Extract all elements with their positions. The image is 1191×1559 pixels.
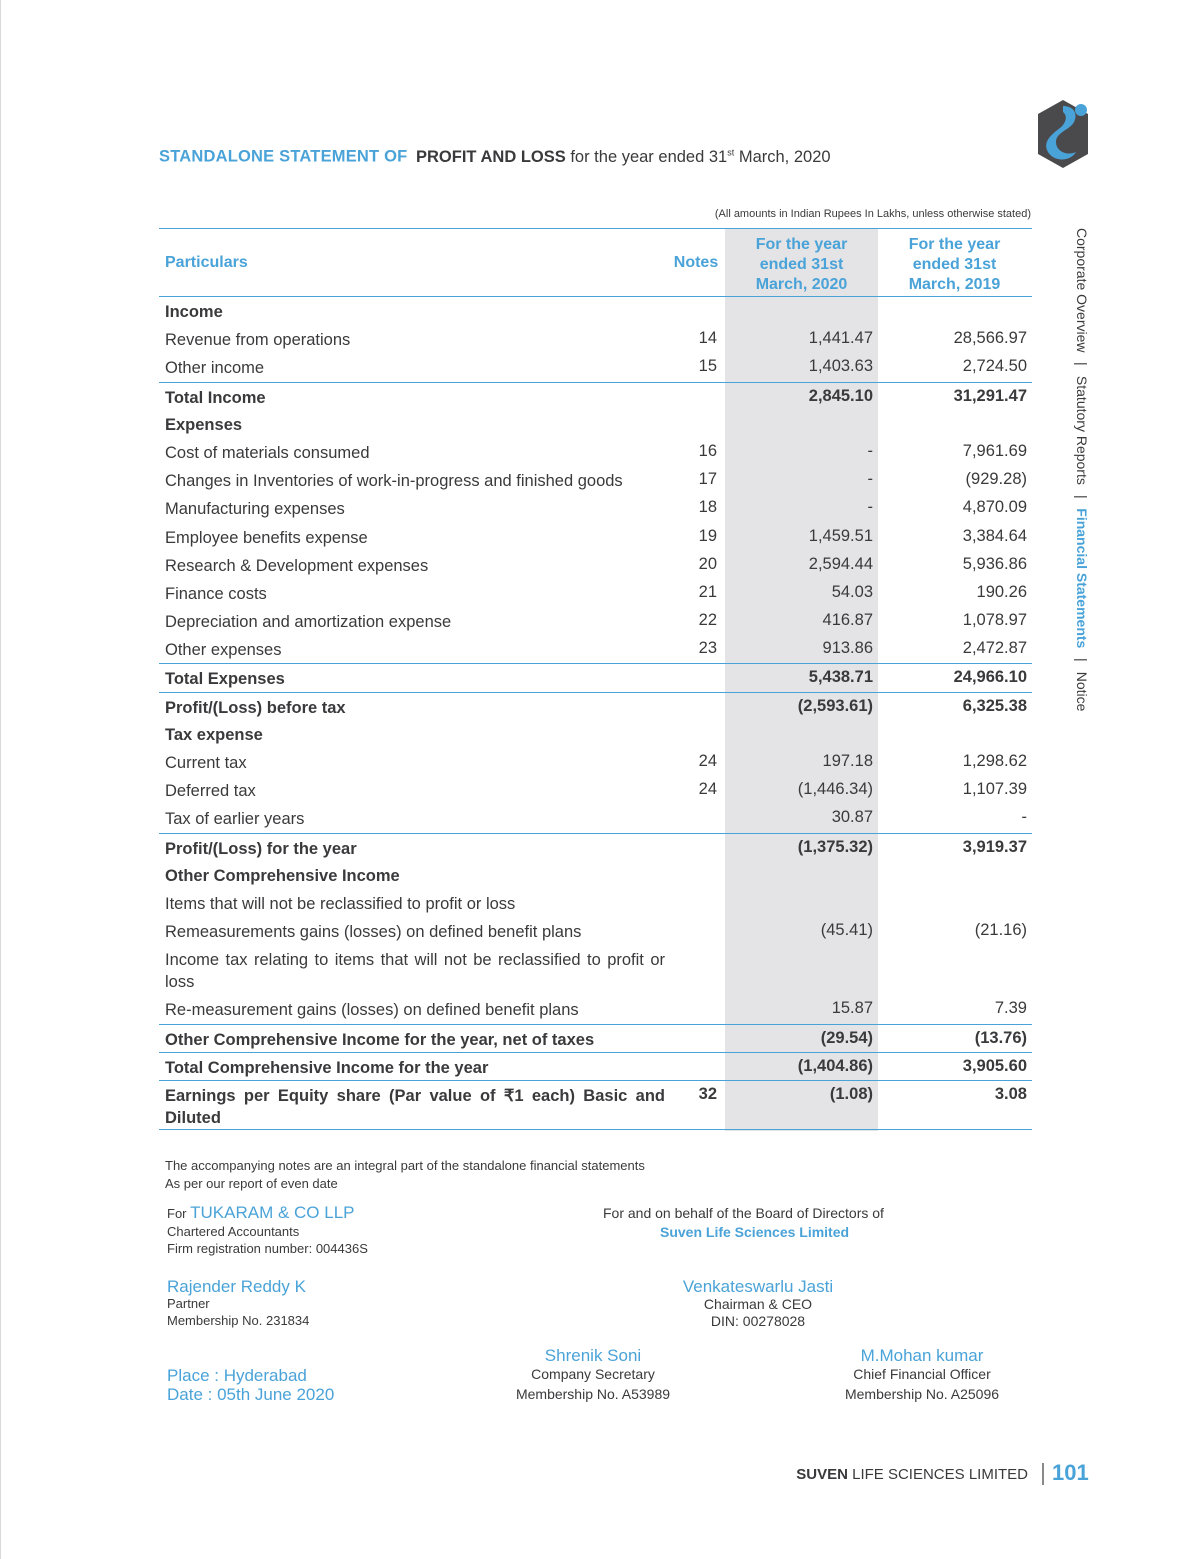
row-value-2019: 28,566.97 xyxy=(953,329,1027,348)
table-row xyxy=(159,861,1032,889)
row-value-2020: 54.03 xyxy=(831,582,873,601)
page-number-divider xyxy=(1042,1463,1044,1485)
cs-name: Shrenik Soni xyxy=(544,1346,642,1365)
row-value-2019: (21.16) xyxy=(974,921,1027,940)
amounts-note: (All amounts in Indian Rupees In Lakhs, unless otherwise stated) xyxy=(714,208,1031,220)
row-value-2020: 197.18 xyxy=(822,752,873,770)
nav-corporate-overview[interactable]: Corporate Overview xyxy=(1074,228,1090,353)
col-particulars: Particulars xyxy=(165,254,248,271)
row-value-2019: 1,298.62 xyxy=(962,752,1027,770)
table-row xyxy=(159,438,1032,466)
table-row xyxy=(159,804,1032,832)
row-particulars: Deferred tax xyxy=(165,782,256,801)
col-year-2019: For the year ended 31st March, 2019 xyxy=(908,236,1001,293)
table-header xyxy=(159,228,1032,297)
row-value-2020: (1.08) xyxy=(829,1084,873,1103)
row-particulars: Re-measurement gains (losses) on defined benefit plans xyxy=(165,1001,579,1020)
row-value-2019: 1,078.97 xyxy=(962,611,1027,630)
row-value-2020: 30.87 xyxy=(831,808,873,827)
col-notes: Notes xyxy=(673,254,719,271)
row-particulars: Other Comprehensive Income for the year, net of taxes xyxy=(165,1030,595,1049)
table-body xyxy=(159,297,1032,1130)
row-value-2020: - xyxy=(867,470,873,489)
report-reference: As per our report of even date xyxy=(165,1176,338,1191)
row-value-2020: (2,593.61) xyxy=(797,696,873,715)
table-row xyxy=(159,297,1032,325)
row-notes: 17 xyxy=(698,470,717,489)
row-value-2019: 3,384.64 xyxy=(962,526,1027,545)
title-main: PROFIT AND LOSS xyxy=(416,147,566,166)
cfo-name: M.Mohan kumar xyxy=(860,1346,984,1365)
table-row xyxy=(159,776,1032,804)
nav-separator: | xyxy=(1074,494,1090,499)
row-particulars: Other Comprehensive Income xyxy=(165,866,400,885)
row-value-2019: 7,961.69 xyxy=(962,441,1027,460)
row-value-2019: 190.26 xyxy=(976,582,1027,601)
row-notes: 22 xyxy=(698,611,717,630)
table-row xyxy=(159,692,1032,720)
row-value-2020: - xyxy=(867,498,873,517)
table-row xyxy=(159,523,1032,551)
row-value-2019: 1,107.39 xyxy=(962,780,1027,799)
row-notes: 14 xyxy=(698,329,717,348)
row-particulars: Other expenses xyxy=(165,641,282,660)
row-notes: 21 xyxy=(698,582,717,601)
row-value-2019: 2,472.87 xyxy=(962,639,1027,658)
row-value-2019: 24,966.10 xyxy=(953,668,1027,687)
page-footer-company xyxy=(796,1466,1028,1483)
row-particulars: Remeasurements gains (losses) on defined benefit plans xyxy=(165,923,582,942)
row-particulars: Profit/(Loss) for the year xyxy=(165,839,357,858)
row-particulars: Depreciation and amortization expense xyxy=(165,613,452,632)
cs-membership: Membership No. A53989 xyxy=(515,1386,671,1402)
table-row xyxy=(159,1052,1032,1080)
row-particulars: Current tax xyxy=(165,754,247,772)
row-particulars: Income tax relating to items that will not be reclassified to profit or loss xyxy=(165,951,665,992)
row-value-2020: 2,594.44 xyxy=(808,554,873,573)
row-particulars: Manufacturing expenses xyxy=(165,500,345,519)
notes-statement: The accompanying notes are an integral part of the standalone financial statements xyxy=(165,1158,645,1173)
auditor-block xyxy=(167,1203,355,1223)
table-row xyxy=(159,325,1032,353)
board-line: For and on behalf of the Board of Directors of xyxy=(603,1205,884,1221)
nav-financial-statements[interactable]: Financial Statements xyxy=(1074,508,1090,649)
table-row xyxy=(159,1080,1032,1130)
nav-separator: | xyxy=(1074,658,1090,662)
page-number: 101 xyxy=(1052,1460,1089,1485)
table-row xyxy=(159,945,1032,995)
table-row xyxy=(159,353,1032,381)
row-particulars: Earnings per Equity share (Par value of ₹1 each) Basic and Diluted xyxy=(165,1086,665,1127)
row-particulars: Changes in Inventories of work-in-progress and finished goods xyxy=(165,472,623,491)
table-row xyxy=(159,607,1032,635)
table-row xyxy=(159,1024,1032,1052)
cfo-membership: Membership No. A25096 xyxy=(844,1386,1000,1402)
firm-registration: Firm registration number: 004436S xyxy=(167,1241,368,1256)
row-value-2020: 1,441.47 xyxy=(808,329,873,348)
nav-notice[interactable]: Notice xyxy=(1074,671,1090,712)
row-value-2019: 6,325.38 xyxy=(962,696,1027,715)
title-prefix: STANDALONE STATEMENT OF xyxy=(159,147,408,166)
table-row xyxy=(159,748,1032,776)
row-particulars: Total Comprehensive Income for the year xyxy=(165,1058,489,1077)
row-particulars: Employee benefits expense xyxy=(165,528,368,547)
row-notes: 20 xyxy=(698,554,717,573)
row-notes: 23 xyxy=(698,639,717,658)
table-row xyxy=(159,833,1032,861)
row-particulars: Revenue from operations xyxy=(165,331,351,350)
row-value-2020: (1,446.34) xyxy=(797,780,873,799)
for-label: For xyxy=(167,1206,187,1221)
partner-membership: Membership No. 231834 xyxy=(167,1313,310,1328)
nav-statutory-reports[interactable]: Statutory Reports xyxy=(1074,375,1090,485)
row-notes: 15 xyxy=(698,357,717,376)
table-row xyxy=(159,410,1032,438)
row-particulars: Items that will not be reclassified to profit or loss xyxy=(165,894,516,913)
row-value-2019: 31,291.47 xyxy=(953,386,1027,405)
row-notes: 24 xyxy=(698,780,717,799)
table-row xyxy=(159,995,1032,1023)
table-row xyxy=(159,551,1032,579)
page-edge xyxy=(0,0,1,1559)
row-value-2020: (1,375.32) xyxy=(797,837,873,856)
row-value-2019: 3,905.60 xyxy=(962,1056,1027,1075)
row-value-2019: (929.28) xyxy=(965,470,1027,489)
side-navigation xyxy=(1074,228,1090,711)
company-logo-icon xyxy=(1034,96,1092,172)
row-value-2019: 3,919.37 xyxy=(962,837,1027,856)
row-value-2019: 2,724.50 xyxy=(962,357,1027,376)
footer-company-bold: SUVEN xyxy=(796,1466,848,1483)
auditor-type: Chartered Accountants xyxy=(167,1224,300,1239)
row-value-2020: 416.87 xyxy=(822,611,873,630)
row-particulars: Other income xyxy=(165,359,265,378)
table-row xyxy=(159,579,1032,607)
footer-company-rest: LIFE SCIENCES LIMITED xyxy=(852,1466,1028,1483)
cfo-role: Chief Financial Officer xyxy=(853,1366,991,1382)
row-notes: 16 xyxy=(698,441,717,460)
row-value-2019: - xyxy=(1021,808,1027,827)
row-particulars: Finance costs xyxy=(165,584,267,603)
row-value-2020: (1,404.86) xyxy=(797,1056,873,1075)
table-row xyxy=(159,494,1032,522)
row-value-2019: 4,870.09 xyxy=(962,498,1027,517)
table-row xyxy=(159,382,1032,410)
col-year-2020: For the year ended 31st March, 2020 xyxy=(755,236,848,293)
row-particulars: Tax expense xyxy=(165,725,263,744)
row-value-2019: 5,936.86 xyxy=(962,554,1027,573)
row-particulars: Cost of materials consumed xyxy=(165,443,370,462)
table-row xyxy=(159,917,1032,945)
row-notes: 18 xyxy=(698,498,717,517)
chairman-din: DIN: 00278028 xyxy=(710,1313,806,1329)
row-value-2020: - xyxy=(867,441,873,460)
table-row xyxy=(159,720,1032,748)
row-value-2020: 913.86 xyxy=(822,639,873,658)
profit-loss-table xyxy=(159,228,1032,1130)
date: Date : 05th June 2020 xyxy=(167,1385,335,1404)
row-notes: 19 xyxy=(698,526,717,545)
row-particulars: Total Expenses xyxy=(165,670,285,689)
row-value-2020: (29.54) xyxy=(820,1028,873,1047)
table-row xyxy=(159,889,1032,917)
table-row xyxy=(159,635,1032,663)
row-value-2020: 5,438.71 xyxy=(808,668,873,687)
cs-role: Company Secretary xyxy=(531,1366,655,1382)
company-name: Suven Life Sciences Limited xyxy=(660,1224,850,1240)
page-title xyxy=(159,147,831,167)
auditor-name: TUKARAM & CO LLP xyxy=(190,1203,355,1222)
row-particulars: Profit/(Loss) before tax xyxy=(165,698,346,717)
row-particulars: Income xyxy=(165,303,223,321)
partner-name: Rajender Reddy K xyxy=(167,1277,306,1296)
row-value-2020: 15.87 xyxy=(831,999,873,1018)
row-value-2019: (13.76) xyxy=(974,1028,1027,1047)
row-notes: 32 xyxy=(698,1084,717,1103)
nav-separator: | xyxy=(1074,362,1090,367)
row-value-2020: 2,845.10 xyxy=(808,386,873,405)
table-row xyxy=(159,663,1032,691)
row-particulars: Tax of earlier years xyxy=(165,810,305,829)
row-value-2019: 3.08 xyxy=(994,1084,1027,1103)
row-particulars: Expenses xyxy=(165,415,243,434)
row-value-2020: (45.41) xyxy=(820,921,873,940)
row-value-2020: 1,403.63 xyxy=(808,357,873,376)
row-notes: 24 xyxy=(698,752,717,770)
chairman-role: Chairman & CEO xyxy=(703,1296,813,1312)
row-particulars: Research & Development expenses xyxy=(165,556,429,575)
row-value-2019: 7.39 xyxy=(994,999,1027,1018)
place: Place : Hyderabad xyxy=(167,1366,307,1385)
row-value-2020: 1,459.51 xyxy=(808,526,873,545)
partner-role: Partner xyxy=(167,1296,210,1311)
title-suffix: for the year ended 31st March, 2020 xyxy=(570,147,831,166)
table-row xyxy=(159,466,1032,494)
chairman-name: Venkateswarlu Jasti xyxy=(682,1277,834,1296)
row-particulars: Total Income xyxy=(165,388,266,407)
